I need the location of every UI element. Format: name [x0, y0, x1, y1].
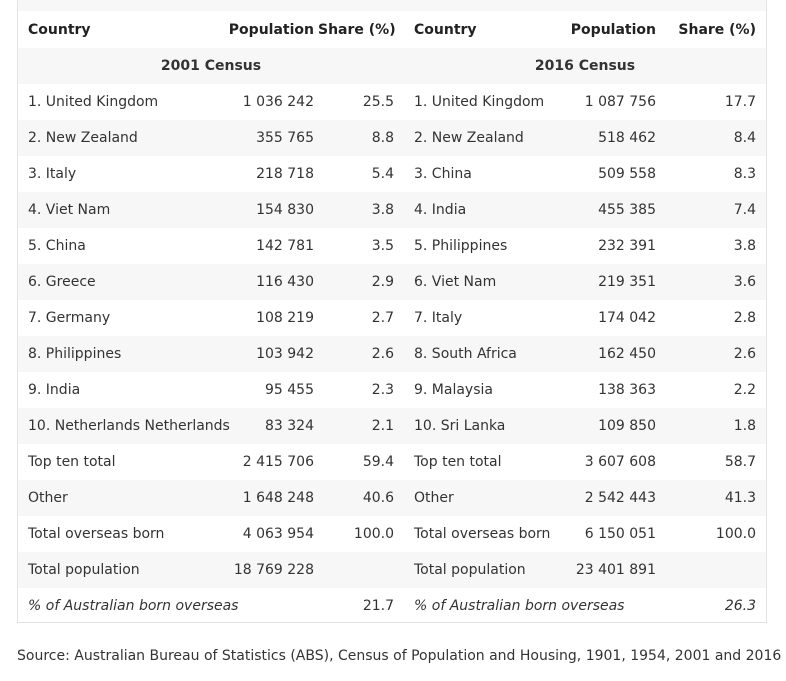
- table-row: [18, 84, 766, 120]
- cell-population-2001: 154 830: [256, 202, 314, 218]
- table-row: [18, 156, 766, 192]
- cell-population-2016: 138 363: [598, 382, 656, 398]
- cell-population-2001: 116 430: [256, 274, 314, 290]
- cell-country-2001: 5. China: [28, 238, 86, 254]
- cell-share-2001: 100.0: [353, 526, 394, 542]
- cell-share-2016: 17.7: [724, 94, 756, 110]
- table-row: [18, 264, 766, 300]
- footer-label-2001: % of Australian born overseas: [28, 598, 239, 614]
- cell-population-2016: 1 087 756: [584, 94, 656, 110]
- cell-population-2016: 455 385: [598, 202, 656, 218]
- caption-row: [18, 48, 766, 84]
- census-table: [18, 12, 766, 624]
- cell-population-2016: 518 462: [598, 130, 656, 146]
- cell-share-2001: 40.6: [362, 490, 394, 506]
- caption-2016: 2016 Census: [534, 58, 636, 74]
- cell-country-2001: Top ten total: [28, 454, 116, 470]
- cell-country-2016: Top ten total: [414, 454, 502, 470]
- header-country-2016: Country: [414, 22, 477, 38]
- table-row: [18, 336, 766, 372]
- cell-population-2001: 103 942: [256, 346, 314, 362]
- cell-share-2001: [318, 552, 404, 588]
- cell-population-2016: 174 042: [598, 310, 656, 326]
- table-row: [18, 372, 766, 408]
- cell-share-2001: 2.6: [371, 346, 394, 362]
- cell-share-2001: 3.5: [371, 238, 394, 254]
- cell-country-2016: 4. India: [414, 202, 467, 218]
- footer-share-2016: 26.3: [724, 598, 756, 614]
- cell-share-2016: [660, 552, 766, 588]
- caption-2001: 2001 Census: [160, 58, 262, 74]
- cell-share-2016: 100.0: [715, 526, 756, 542]
- cell-country-2001: Total overseas born: [28, 526, 165, 542]
- cell-country-2001: 6. Greece: [28, 274, 96, 290]
- table-row: [18, 228, 766, 264]
- cell-share-2016: 8.3: [733, 166, 756, 182]
- census-table-container: [17, 0, 767, 623]
- cell-country-2016: Total overseas born: [414, 526, 551, 542]
- cell-share-2016: 58.7: [724, 454, 756, 470]
- cell-population-2001: 218 718: [256, 166, 314, 182]
- cell-share-2016: 41.3: [724, 490, 756, 506]
- table-row: [18, 300, 766, 336]
- source-note: Source: Australian Bureau of Statistics (ABS), Census of Population and Housing, 1901, 1954, 2001 and 2016: [17, 648, 782, 664]
- table-row: [18, 480, 766, 516]
- cell-country-2001: 7. Germany: [28, 310, 111, 326]
- cell-share-2001: 8.8: [371, 130, 394, 146]
- cell-share-2016: 7.4: [733, 202, 756, 218]
- cell-population-2016: 23 401 891: [575, 562, 656, 578]
- header-population-2016: Population: [570, 22, 656, 38]
- cell-country-2016: 8. South Africa: [414, 346, 517, 362]
- cell-population-2001: 1 036 242: [242, 94, 314, 110]
- cell-population-2001: 142 781: [256, 238, 314, 254]
- header-population-2001: Population: [228, 22, 314, 38]
- footer-row: [18, 588, 766, 624]
- cell-country-2001: Total population: [28, 562, 140, 578]
- table-top-strip: [18, 0, 766, 11]
- cell-country-2001: 2. New Zealand: [28, 130, 138, 146]
- cell-country-2001: 1. United Kingdom: [28, 94, 159, 110]
- cell-population-2001: 4 063 954: [242, 526, 314, 542]
- cell-population-2001: 18 769 228: [233, 562, 314, 578]
- cell-country-2016: 10. Sri Lanka: [414, 418, 506, 434]
- table-body: [18, 12, 766, 624]
- cell-population-2001: 108 219: [256, 310, 314, 326]
- cell-population-2016: 6 150 051: [584, 526, 656, 542]
- cell-country-2001: 9. India: [28, 382, 81, 398]
- cell-population-2001: 1 648 248: [242, 490, 314, 506]
- cell-share-2001: 59.4: [362, 454, 394, 470]
- cell-country-2001: 8. Philippines: [28, 346, 122, 362]
- cell-share-2016: 1.8: [733, 418, 756, 434]
- cell-country-2001: 4. Viet Nam: [28, 202, 111, 218]
- cell-share-2016: 3.6: [733, 274, 756, 290]
- footer-label-2016: % of Australian born overseas: [414, 598, 625, 614]
- header-row: [18, 12, 766, 48]
- cell-share-2016: 2.8: [733, 310, 756, 326]
- header-share-2016: Share (%): [678, 22, 756, 38]
- table-row: [18, 120, 766, 156]
- cell-share-2016: 2.2: [733, 382, 756, 398]
- cell-country-2016: 2. New Zealand: [414, 130, 524, 146]
- cell-country-2016: Other: [414, 490, 454, 506]
- cell-country-2001: 10. Netherlands Netherlands: [28, 418, 230, 434]
- cell-share-2001: 2.3: [371, 382, 394, 398]
- cell-country-2001: Other: [28, 490, 68, 506]
- cell-share-2016: 8.4: [733, 130, 756, 146]
- cell-share-2016: 2.6: [733, 346, 756, 362]
- cell-share-2001: 25.5: [362, 94, 394, 110]
- footer-share-2001: 21.7: [362, 598, 394, 614]
- table-row: [18, 408, 766, 444]
- table-row: [18, 444, 766, 480]
- cell-country-2016: 7. Italy: [414, 310, 463, 326]
- cell-population-2001: 355 765: [256, 130, 314, 146]
- cell-country-2016: 9. Malaysia: [414, 382, 493, 398]
- cell-population-2016: 509 558: [598, 166, 656, 182]
- table-row: [18, 192, 766, 228]
- footer-empty-2001: [228, 588, 318, 624]
- cell-share-2016: 3.8: [733, 238, 756, 254]
- cell-population-2016: 109 850: [598, 418, 656, 434]
- cell-share-2001: 5.4: [371, 166, 394, 182]
- cell-country-2016: 1. United Kingdom: [414, 94, 545, 110]
- cell-population-2016: 219 351: [598, 274, 656, 290]
- cell-population-2016: 162 450: [598, 346, 656, 362]
- cell-country-2001: 3. Italy: [28, 166, 77, 182]
- table-row: [18, 552, 766, 588]
- cell-population-2001: 2 415 706: [242, 454, 314, 470]
- cell-share-2001: 3.8: [371, 202, 394, 218]
- cell-share-2001: 2.1: [371, 418, 394, 434]
- cell-country-2016: 6. Viet Nam: [414, 274, 497, 290]
- header-country-2001: Country: [28, 22, 91, 38]
- cell-country-2016: 3. China: [414, 166, 472, 182]
- cell-country-2016: Total population: [414, 562, 526, 578]
- cell-share-2001: 2.9: [371, 274, 394, 290]
- header-share-2001: Share (%): [318, 22, 396, 38]
- cell-country-2016: 5. Philippines: [414, 238, 508, 254]
- cell-population-2016: 3 607 608: [584, 454, 656, 470]
- cell-population-2001: 83 324: [265, 418, 314, 434]
- cell-population-2001: 95 455: [265, 382, 314, 398]
- cell-share-2001: 2.7: [371, 310, 394, 326]
- cell-population-2016: 232 391: [598, 238, 656, 254]
- cell-population-2016: 2 542 443: [584, 490, 656, 506]
- table-row: [18, 516, 766, 552]
